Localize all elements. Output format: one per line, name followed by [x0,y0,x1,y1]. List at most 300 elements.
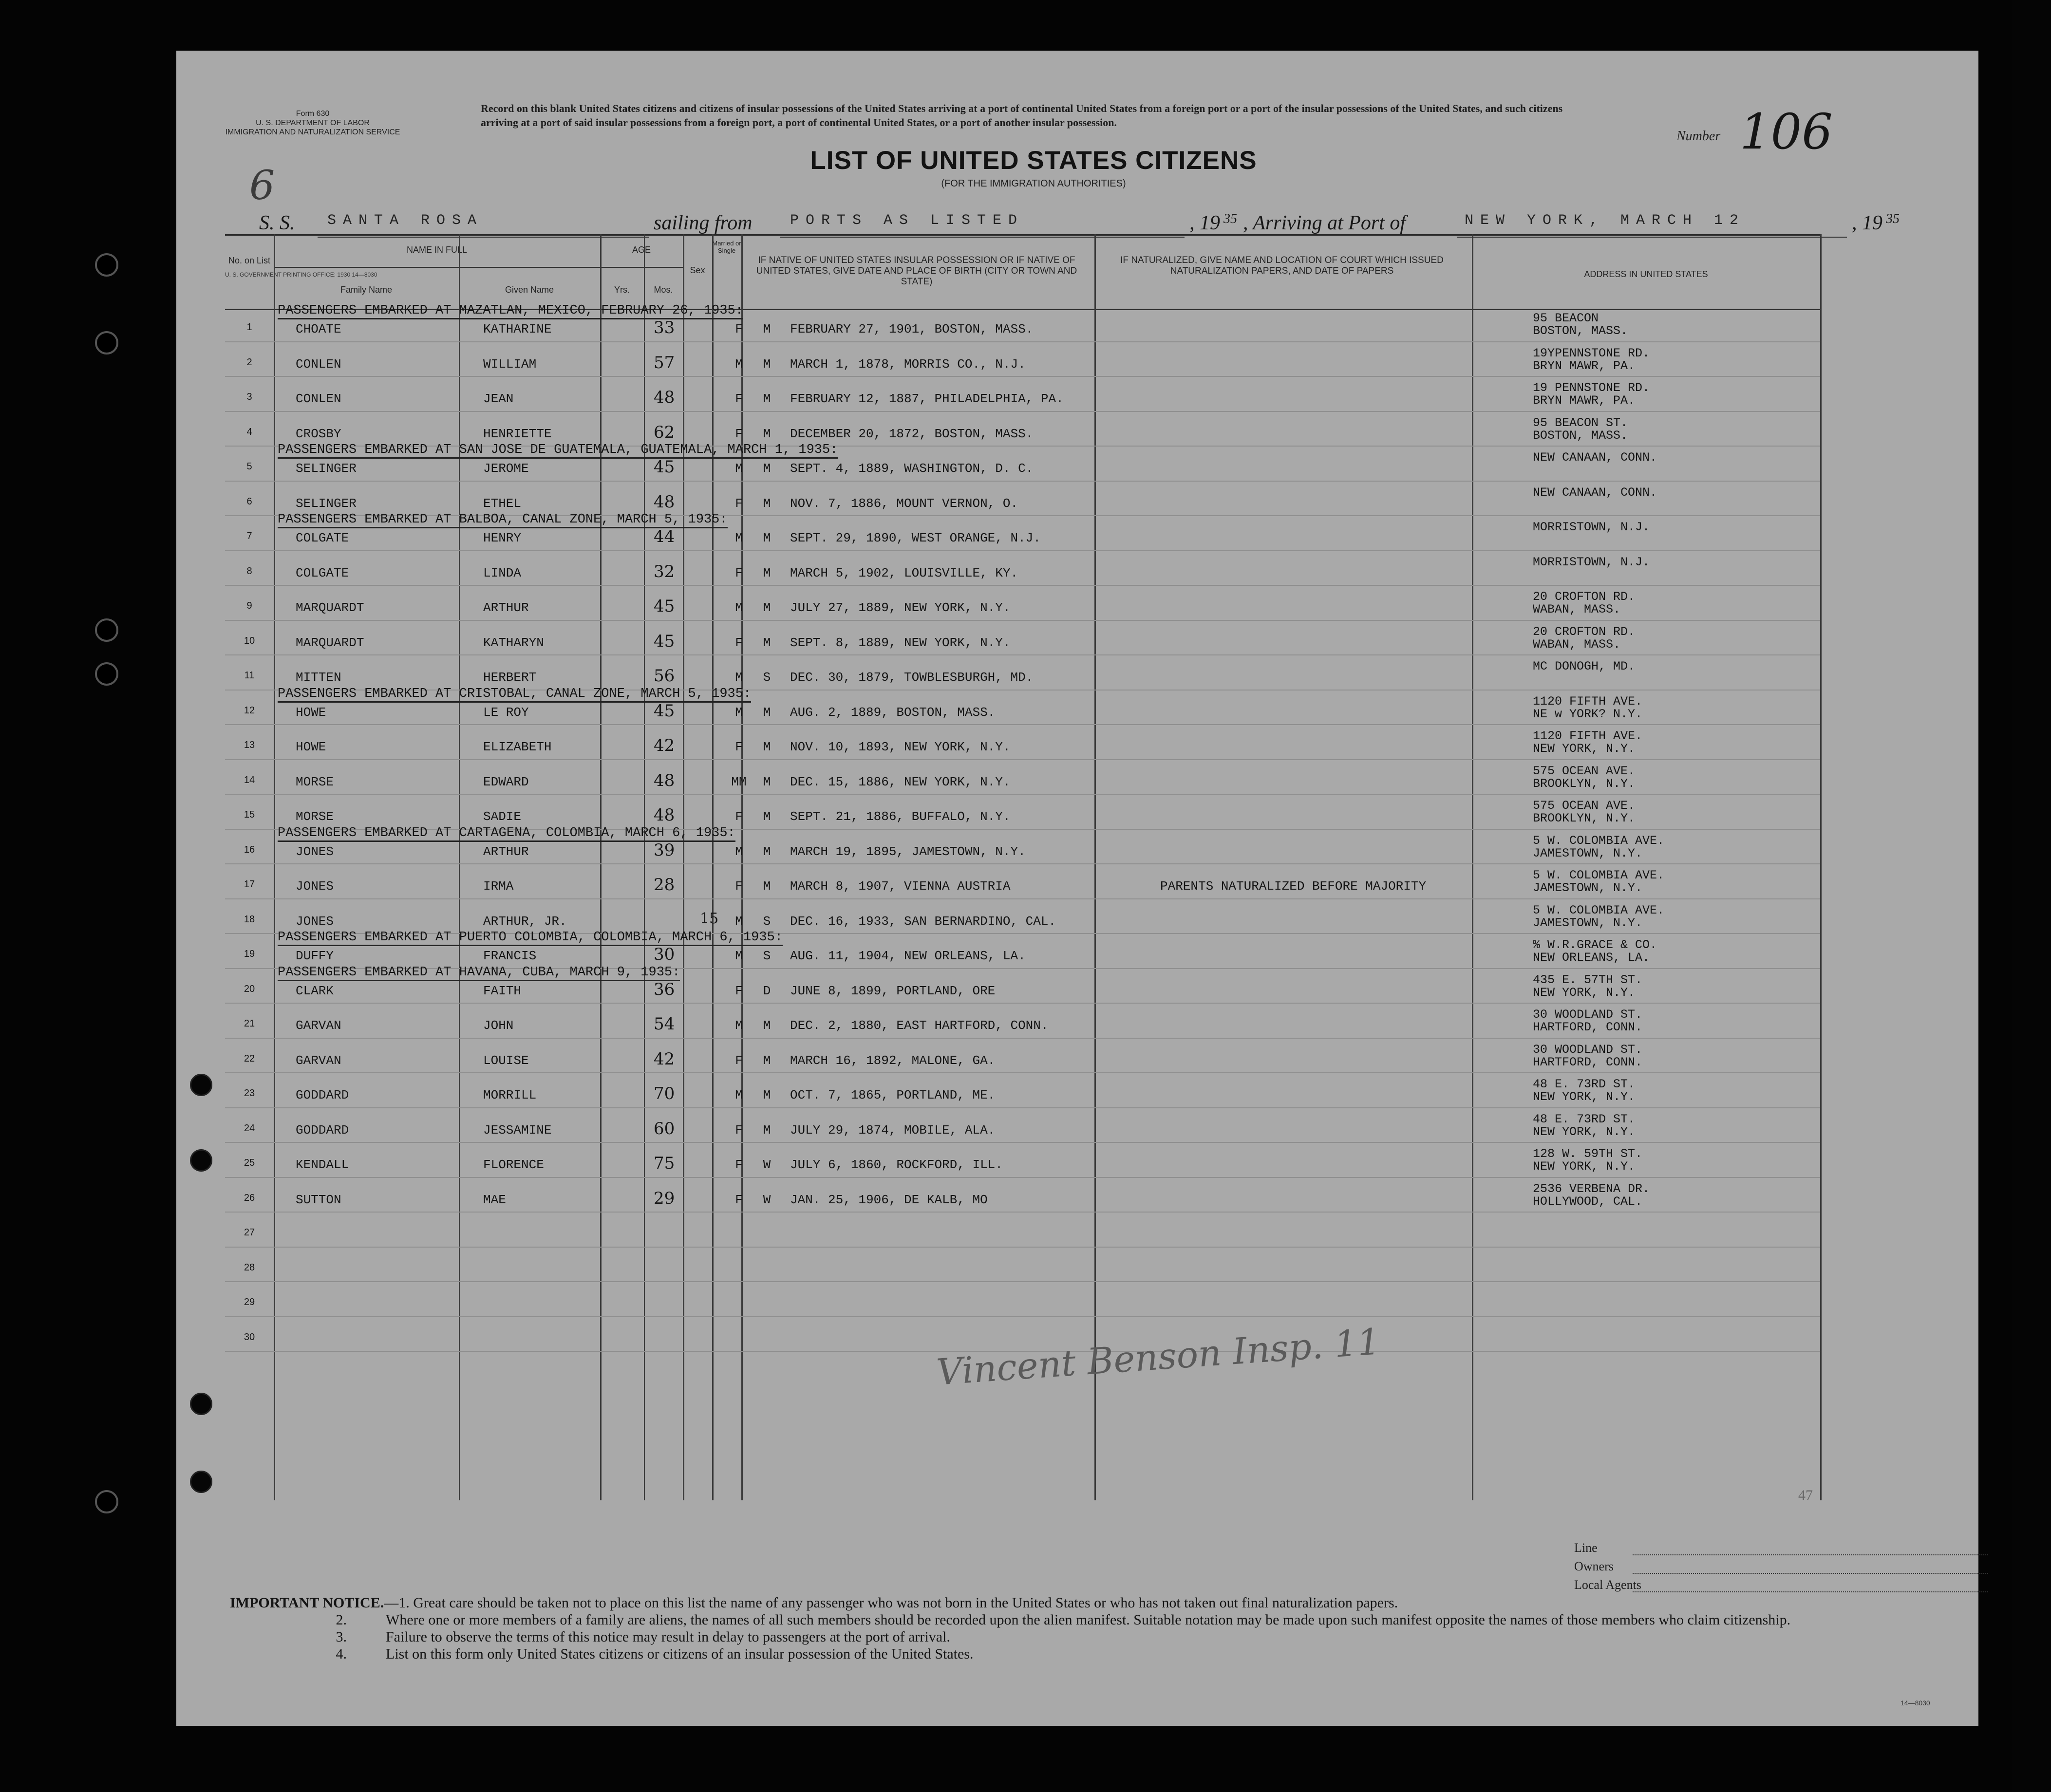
print-code-bottom: 14—8030 [1900,1699,1930,1707]
cell-birth: DEC. 2, 1880, EAST HARTFORD, CONN. [790,1018,1049,1033]
cell-birth: JULY 27, 1889, NEW YORK, N.Y. [790,600,1011,615]
cell-no: 20 [244,983,255,994]
cell-married: W [763,1192,771,1207]
cell-sex: F [735,809,743,824]
address-line-2: JAMESTOWN, N.Y. [1533,846,1643,860]
cell-married: M [763,461,771,476]
cell-given: MAE [483,1192,506,1207]
cell-yrs: 42 [654,1049,675,1069]
cell-married: M [763,565,771,580]
header-name-in-full: NAME IN FULL [406,245,468,255]
cell-married: M [763,774,771,789]
cell-no: 4 [246,426,252,437]
address-line-1: 19YPENNSTONE RD. [1533,346,1650,360]
cell-sex: F [735,392,743,406]
cell-yrs: 42 [654,736,675,755]
notice-number: 1. [398,1595,410,1611]
number-value: 106 [1740,103,1833,160]
print-code-top: U. S. GOVERNMENT PRINTING OFFICE: 1930 14—8030 [225,271,377,278]
cell-no: 19 [244,949,255,959]
record-instructions: Record on this blank United States citizens and citizens of insular possessions of the United States arriving at a port of continental United States from a foreign port or a port of the insular possessions of the United States, and such citizens arriving at a port of said insular possessions from a foreign port, a port of continental United States, or a port of another insular possession. [481,102,1563,129]
cell-given: ARTHUR [483,600,529,615]
cell-mos: 15 [700,910,719,927]
cell-given: FAITH [483,983,522,998]
cell-no: 17 [244,879,255,890]
cell-given: KATHARYN [483,635,544,650]
page-title: LIST OF UNITED STATES CITIZENS [810,146,1257,175]
table-row [225,1039,1820,1074]
address-line-1: 435 E. 57TH ST. [1533,972,1643,987]
table-row [225,760,1820,795]
embarkation-header: PASSENGERS EMBARKED AT BALBOA, CANAL ZONE, MARCH 5, 1935: [278,512,728,528]
cell-given: WILLIAM [483,356,537,372]
cell-sex: F [735,496,743,511]
address-line-2: NE w YORK? N.Y. [1533,707,1643,721]
important-notice [230,1594,1798,1662]
table-row [225,551,1820,586]
cell-address [1533,1078,1635,1103]
address-line-2: BOSTON, MASS. [1533,324,1628,338]
cell-given: HENRIETTE [483,426,552,441]
notice-3 [230,1628,1798,1645]
address-line-1: 48 E. 73RD ST. [1533,1077,1636,1091]
cell-family: SELINGER [296,496,357,511]
year2: 35 [1886,211,1900,226]
cell-family: MITTEN [296,670,341,685]
cell-no: 13 [244,740,255,750]
cell-married: M [763,531,771,545]
header-mos: Mos. [654,285,673,295]
cell-family: MARQUARDT [296,635,364,650]
cell-birth: JAN. 25, 1906, DE KALB, MO [790,1192,988,1207]
embarkation-header: PASSENGERS EMBARKED AT CRISTOBAL, CANAL ZONE, MARCH 5, 1935: [278,687,751,703]
table-row [225,482,1820,517]
header-naturalized: IF NATURALIZED, GIVE NAME AND LOCATION OF COURT WHICH ISSUED NATURALIZATION PAPERS, AND DATE OF PAPERS [1120,255,1444,276]
table-row [225,795,1820,830]
cell-given: ETHEL [483,496,522,511]
cell-address [1533,486,1657,499]
notice-number: 3. [336,1629,347,1645]
cell-given: HERBERT [483,670,537,685]
cell-family: SUTTON [296,1192,341,1207]
ship-name: SANTA ROSA [327,212,484,229]
cell-no: 5 [246,461,252,472]
table-row [225,621,1820,656]
cell-yrs: 44 [654,527,675,546]
table-row [225,1178,1820,1213]
punch-hole [95,618,118,642]
cell-married: M [763,496,771,511]
manifest-page [176,51,1978,1726]
address-line-1: % W.R.GRACE & CO. [1533,938,1657,952]
notice-number: 2. [336,1612,347,1628]
header-given-name: Given Name [505,285,554,295]
punch-hole [95,253,118,277]
cell-birth: SEPT. 8, 1889, NEW YORK, N.Y. [790,635,1011,650]
notice-1: IMPORTANT NOTICE.—1. Great care should be taken not to place on this list the name of any passenger who was not born in the United States or who has not taken out final naturalization papers. [230,1595,1398,1611]
cell-yrs: 48 [654,805,675,825]
cell-address [1533,1148,1642,1173]
cell-no: 12 [244,705,255,716]
cell-family: COLGATE [296,565,349,580]
cell-family: KENDALL [296,1157,349,1172]
line-field [1574,1541,1988,1559]
address-line-2: JAMESTOWN, N.Y. [1533,881,1643,895]
notice-lead: IMPORTANT NOTICE. [230,1595,384,1611]
cell-no: 8 [246,565,252,577]
table-row [225,1213,1820,1248]
cell-birth: MARCH 16, 1892, MALONE, GA. [790,1053,996,1068]
cell-no: 7 [246,531,252,541]
address-line-2: HARTFORD, CONN. [1533,1020,1643,1034]
cell-birth: DEC. 15, 1886, NEW YORK, N.Y. [790,774,1011,789]
header-address: ADDRESS IN UNITED STATES [1584,269,1708,279]
cell-address [1533,1113,1635,1139]
cell-married: M [763,1018,771,1033]
cell-yrs: 75 [654,1154,675,1173]
cell-family: MORSE [296,774,334,789]
form-id [210,109,415,137]
cell-yrs: 39 [654,840,675,860]
cell-family: CLARK [296,983,334,998]
table-row [225,1143,1820,1178]
cell-sex: F [735,565,743,580]
cell-family: GARVAN [296,1053,341,1068]
cell-yrs: 45 [654,597,675,616]
address-line-1: 128 W. 59TH ST. [1533,1147,1643,1161]
embarkation-header: PASSENGERS EMBARKED AT PUERTO COLOMBIA, COLOMBIA, MARCH 6, 1935: [278,930,783,946]
cell-no: 26 [244,1192,255,1203]
cell-given: ARTHUR [483,844,529,859]
agent-lines [1574,1541,1988,1596]
cell-married: M [763,740,771,754]
cell-married: S [763,914,771,929]
cell-married: M [763,392,771,406]
cell-address [1533,974,1642,999]
punch-hole [190,1149,212,1172]
cell-family: JONES [296,914,334,929]
address-line-2: MC DONOGH, MD. [1533,659,1636,673]
owners-field [1574,1559,1988,1578]
embarkation-header: PASSENGERS EMBARKED AT HAVANA, CUBA, MARCH 9, 1935: [278,965,680,981]
address-line-1: 5 W. COLOMBIA AVE. [1533,833,1665,848]
address-line-2: MORRISTOWN, N.J. [1533,520,1650,534]
punch-hole [190,1393,212,1415]
cell-married: M [763,705,771,720]
header-married: Married or Single [712,240,741,254]
cell-family: JONES [296,844,334,859]
cell-no: 25 [244,1157,255,1168]
cell-address [1533,417,1628,442]
arrival-port: NEW YORK, MARCH 12 [1465,212,1746,229]
cell-address [1533,660,1635,673]
cell-yrs: 29 [654,1188,675,1208]
ss-label: S. S. [259,212,295,234]
arriving-label: , Arriving at Port of [1243,212,1406,234]
cell-given: FRANCIS [483,949,537,963]
cell-birth: DECEMBER 20, 1872, BOSTON, MASS. [790,426,1034,441]
punch-hole [190,1471,212,1493]
address-line-2: NEW YORK, N.Y. [1533,1159,1636,1174]
cell-given: HENRY [483,531,522,545]
cell-address [1533,1183,1650,1208]
address-line-2: JAMESTOWN, N.Y. [1533,915,1643,930]
cell-address [1533,312,1628,337]
table-row [225,377,1820,412]
owners-label: Owners [1574,1559,1614,1573]
cell-family: CONLEN [296,356,341,372]
cell-no: 29 [244,1297,255,1307]
cell-yrs: 48 [654,492,675,512]
address-line-1: 575 OCEAN AVE. [1533,799,1636,813]
cell-yrs: 60 [654,1119,675,1139]
cell-birth: FEBRUARY 12, 1887, PHILADELPHIA, PA. [790,392,1064,406]
cell-address [1533,695,1642,721]
cell-given: LINDA [483,565,522,580]
cell-birth: JULY 6, 1860, ROCKFORD, ILL. [790,1157,1003,1172]
cell-yrs: 48 [654,770,675,790]
cell-yrs: 56 [654,666,675,686]
cell-given: JEROME [483,461,529,476]
table-row [225,342,1820,377]
cell-address [1533,1008,1642,1034]
address-line-2: BROOKLYN, N.Y. [1533,776,1636,791]
cell-no: 28 [244,1262,255,1273]
address-line-2: BOSTON, MASS. [1533,428,1628,443]
punch-hole [190,1074,212,1096]
cell-no: 3 [246,392,252,402]
cell-family: CROSBY [296,426,341,441]
cell-no: 6 [246,496,252,507]
local-agents-field [1574,1578,1988,1596]
year1: 35 [1223,211,1237,226]
cell-family: COLGATE [296,531,349,545]
cell-family: CONLEN [296,392,341,406]
cell-sex: M [735,356,743,372]
cell-family: CHOATE [296,322,341,336]
cell-married: S [763,670,771,685]
cell-married: M [763,844,771,859]
address-line-1: 5 W. COLOMBIA AVE. [1533,868,1665,882]
address-line-1: 1120 FIFTH AVE. [1533,694,1643,709]
cell-married: W [763,1157,771,1172]
cell-naturalized: PARENTS NATURALIZED BEFORE MAJORITY [1160,879,1427,894]
address-line-1: 2536 VERBENA DR. [1533,1181,1650,1196]
cell-birth: MARCH 5, 1902, LOUISVILLE, KY. [790,565,1018,580]
line-label: Line [1574,1541,1598,1555]
page-subtitle: (FOR THE IMMIGRATION AUTHORITIES) [941,178,1126,189]
address-line-1: 20 CROFTON RD. [1533,590,1636,604]
cell-yrs: 62 [654,422,675,442]
cell-sex: F [735,1053,743,1068]
cell-birth: MARCH 1, 1878, MORRIS CO., N.J. [790,356,1026,372]
cell-address [1533,1044,1642,1069]
cell-married: M [763,1053,771,1068]
cell-married: M [763,635,771,650]
punch-hole [95,331,118,355]
notice-text: Where one or more members of a family are aliens, the names of all such members should be recorded upon the alien manifest. Suitable notation may be made upon such manifest opposite the names of those members who claim citizenship. [386,1612,1791,1628]
cell-family: GARVAN [296,1018,341,1033]
cell-yrs: 57 [654,353,675,373]
cell-address [1533,347,1650,373]
cell-address [1533,591,1635,616]
cell-birth: MARCH 8, 1907, VIENNA AUSTRIA [790,879,1011,894]
cell-no: 27 [244,1227,255,1238]
cell-sex: MM [731,774,747,789]
address-line-2: BROOKLYN, N.Y. [1533,811,1636,825]
address-line-2: NEW CANAAN, CONN. [1533,450,1657,465]
address-line-1: 1120 FIFTH AVE. [1533,729,1643,743]
cell-birth: DEC. 30, 1879, TOWBLESBURGH, MD. [790,670,1034,685]
cell-family: SELINGER [296,461,357,476]
address-line-2: BRYN MAWR, PA. [1533,358,1636,373]
cell-no: 14 [244,774,255,785]
cell-sex: F [735,983,743,998]
cell-no: 10 [244,635,255,646]
table-row [225,725,1820,760]
address-line-1: 575 OCEAN AVE. [1533,764,1636,778]
cell-given: LE ROY [483,705,529,720]
cell-family: DUFFY [296,949,334,963]
header-sex: Sex [690,265,705,275]
page-handwritten: 6 [249,163,275,209]
cell-sex: M [735,461,743,476]
embarkation-header: PASSENGERS EMBARKED AT CARTAGENA, COLOMBIA, MARCH 6, 1935: [278,826,735,842]
cell-birth: MARCH 19, 1895, JAMESTOWN, N.Y. [790,844,1026,859]
cell-married: M [763,1122,771,1138]
cell-birth: FEBRUARY 27, 1901, BOSTON, MASS. [790,322,1034,336]
cell-married: M [763,322,771,336]
cell-sex: F [735,879,743,894]
address-line-1: 30 WOODLAND ST. [1533,1042,1643,1057]
cell-birth: SEPT. 29, 1890, WEST ORANGE, N.J. [790,531,1041,545]
sailing-label: sailing from [654,212,753,234]
cell-no: 16 [244,844,255,855]
address-line-2: NEW YORK, N.Y. [1533,1124,1636,1139]
cell-yrs: 45 [654,701,675,721]
cell-sex: F [735,1122,743,1138]
department: U. S. DEPARTMENT OF LABOR [256,119,370,127]
notice-2 [230,1611,1798,1628]
cell-birth: NOV. 10, 1893, NEW YORK, N.Y. [790,740,1011,754]
cell-address [1533,904,1664,930]
cell-address [1533,939,1657,964]
scan-edge [2012,0,2051,1792]
cell-yrs: 28 [654,875,675,895]
cell-birth: SEPT. 21, 1886, BUFFALO, N.Y. [790,809,1011,824]
cell-no: 30 [244,1331,255,1343]
cell-sex: F [735,1192,743,1207]
header-family-name: Family Name [340,285,392,295]
cell-family: GODDARD [296,1088,349,1102]
cell-address [1533,521,1650,534]
cell-sex: M [735,705,743,720]
address-line-1: 5 W. COLOMBIA AVE. [1533,903,1665,917]
address-line-1: 20 CROFTON RD. [1533,624,1636,639]
cell-no: 22 [244,1053,255,1064]
notice-number: 4. [336,1646,347,1662]
cell-sex: F [735,1157,743,1172]
cell-married: M [763,809,771,824]
address-line-2: HOLLYWOOD, CAL. [1533,1194,1643,1209]
cell-sex: M [735,670,743,685]
cell-address [1533,765,1635,790]
cell-address [1533,451,1657,464]
punch-hole [95,1490,118,1513]
cell-sex: M [735,531,743,545]
cell-birth: AUG. 11, 1904, NEW ORLEANS, LA. [790,949,1026,963]
cell-given: ARTHUR, JR. [483,914,567,929]
table-row [225,586,1820,621]
cell-given: FLORENCE [483,1157,544,1172]
sailing-from: PORTS AS LISTED [790,212,1024,229]
address-line-2: WABAN, MASS. [1533,637,1621,652]
cell-given: JOHN [483,1018,514,1033]
cell-no: 2 [246,356,252,368]
cell-no: 15 [244,809,255,820]
local-agents-label: Local Agents [1574,1578,1641,1592]
cell-birth: JULY 29, 1874, MOBILE, ALA. [790,1122,996,1138]
address-line-1: 95 BEACON ST. [1533,415,1628,430]
punch-hole [95,662,118,686]
table-row [225,1073,1820,1108]
cell-given: MORRILL [483,1088,537,1102]
cell-birth: SEPT. 4, 1889, WASHINGTON, D. C. [790,461,1034,476]
cell-given: EDWARD [483,774,529,789]
year1-prefix: , 19 [1189,212,1220,234]
table-row [225,1282,1820,1317]
cell-address [1533,869,1664,895]
table-row [225,864,1820,899]
cell-married: M [763,1088,771,1102]
cell-married: D [763,983,771,998]
cell-address [1533,835,1664,860]
cell-family: MARQUARDT [296,600,364,615]
service: IMMIGRATION AND NATURALIZATION SERVICE [225,128,400,136]
cell-sex: F [735,322,743,336]
header-no: No. on List [228,256,271,265]
address-line-2: NEW CANAAN, CONN. [1533,485,1657,500]
cell-sex: F [735,740,743,754]
cell-given: LOUISE [483,1053,529,1068]
address-line-1: 48 E. 73RD ST. [1533,1112,1636,1126]
cell-married: S [763,949,771,963]
cell-yrs: 30 [654,945,675,964]
notice-text: Great care should be taken not to place on this list the name of any passenger who was not born in the United States or who has not taken out final naturalization papers. [413,1595,1398,1611]
table-row [225,899,1820,934]
cell-birth: OCT. 7, 1865, PORTLAND, ME. [790,1088,996,1102]
cell-family: JONES [296,879,334,894]
cell-birth: DEC. 16, 1933, SAN BERNARDINO, CAL. [790,914,1056,929]
cell-no: 24 [244,1122,255,1134]
header-yrs: Yrs. [614,285,630,295]
cell-sex: M [735,1088,743,1102]
cell-sex: M [735,844,743,859]
address-line-2: BRYN MAWR, PA. [1533,393,1636,408]
cell-no: 18 [244,914,255,925]
cell-given: ELIZABETH [483,740,552,754]
header-birth: IF NATIVE OF UNITED STATES INSULAR POSSESSION OR IF NATIVE OF UNITED STATES, GIVE DATE AND PLACE OF BIRTH (CITY OR TOWN AND STATE) [756,255,1077,287]
cell-sex: M [735,600,743,615]
inspector-signature: Vincent Benson Insp. 11 [935,1321,1382,1394]
cell-given: JEAN [483,392,514,406]
address-line-2: NEW ORLEANS, LA. [1533,951,1650,965]
year2-prefix: , 19 [1852,212,1882,234]
cell-birth: AUG. 2, 1889, BOSTON, MASS. [790,705,996,720]
number-label: Number [1676,129,1721,144]
cell-sex: F [735,635,743,650]
cell-family: MORSE [296,809,334,824]
